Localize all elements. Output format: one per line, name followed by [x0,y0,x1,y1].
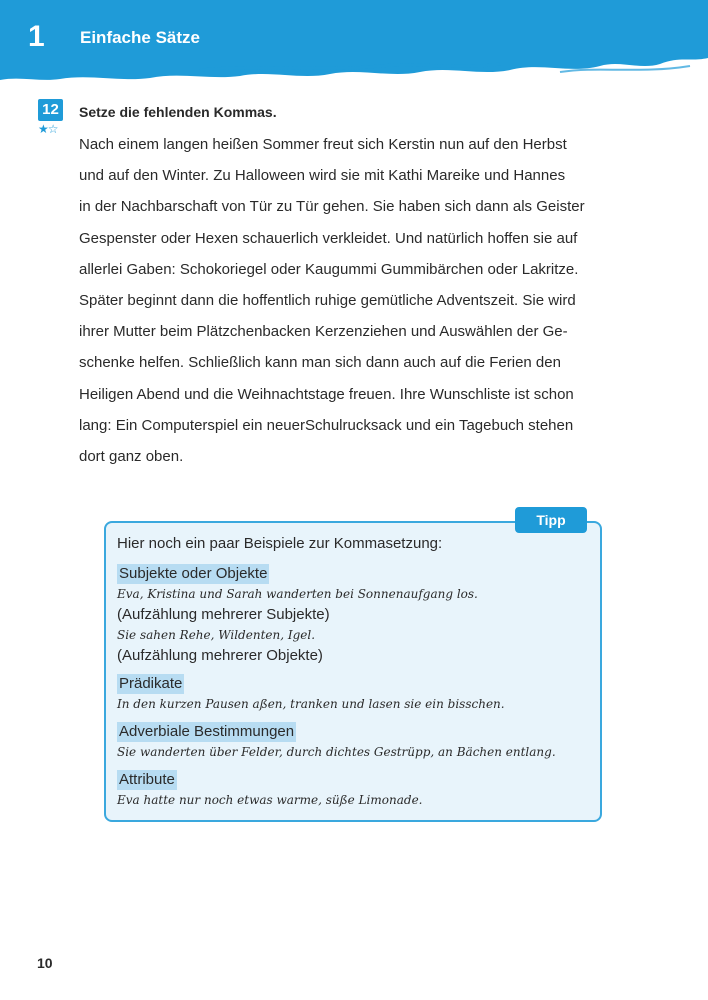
example-sentence: Eva, Kristina und Sarah wanderten bei Sonnenaufgang los. [117,587,478,601]
example-sentence: Eva hatte nur noch etwas warme, süße Limonade. [117,793,423,807]
tipp-group-predicates [117,674,587,714]
chapter-header [0,0,708,82]
tipp-group-subjects-objects [117,564,587,666]
category-label: Subjekte oder Objekte [119,565,268,582]
tipp-group-attributes [117,770,587,810]
task-text-line: Gespenster oder Hexen schauerlich verkleidet. Und natürlich hoffen sie auf [79,229,578,247]
task-text-line: und auf den Winter. Zu Halloween wird sie mit Kathi Mareike und Hannes [79,167,566,185]
task-number-badge: 12 [38,99,63,121]
example-sentence: Sie wanderten über Felder, durch dichtes Gestrüpp, an Bächen entlang. [117,745,556,759]
tipp-group-adverbials [117,722,587,762]
category-label: Attribute [119,771,175,788]
example-note: (Aufzählung mehrerer Subjekte) [117,606,330,623]
tipp-label: Tipp [515,507,587,533]
page-number: 10 [37,955,53,971]
example-sentence: In den kurzen Pausen aßen, tranken und lasen sie ein bisschen. [117,697,505,711]
example-note: (Aufzählung mehrerer Objekte) [117,647,323,664]
task-text [79,129,609,472]
task-text-line: lang: Ein Computerspiel ein neuerSchulrucksack und ein Tagebuch stehen [79,416,574,434]
task-text-line: Heiligen Abend und die Weihnachtstage freuen. Ihre Wunschliste ist schon [79,385,574,403]
tipp-intro: Hier noch ein paar Beispiele zur Kommasetzung: [117,535,443,552]
difficulty-stars-icon: ★☆ [38,122,58,136]
chapter-title: Einfache Sätze [80,28,200,47]
category-label: Adverbiale Bestimmungen [119,723,295,740]
task-text-line: Später beginnt dann die hoffentlich ruhige gemütliche Adventszeit. Sie wird [79,291,576,309]
task-text-line: Nach einem langen heißen Sommer freut sich Kerstin nun auf den Herbst [79,136,567,153]
category-label: Prädikate [119,675,183,692]
tipp-content [117,534,587,818]
task-text-line: schenke helfen. Schließlich kann man sich dann auch auf die Ferien den [79,354,561,372]
task-text-line: ihrer Mutter beim Plätzchenbacken Kerzenziehen und Auswählen der Ge- [79,323,568,341]
task-instruction: Setze die fehlenden Kommas. [79,104,277,120]
task-text-line: dort ganz oben. [79,447,184,465]
chapter-number: 1 [28,20,45,53]
task-text-line: in der Nachbarschaft von Tür zu Tür gehen. Sie haben sich dann als Geister [79,198,585,216]
task-text-line: allerlei Gaben: Schokoriegel oder Kaugummi Gummibärchen oder Lakritze. [79,260,579,278]
example-sentence: Sie sahen Rehe, Wildenten, Igel. [117,628,316,642]
